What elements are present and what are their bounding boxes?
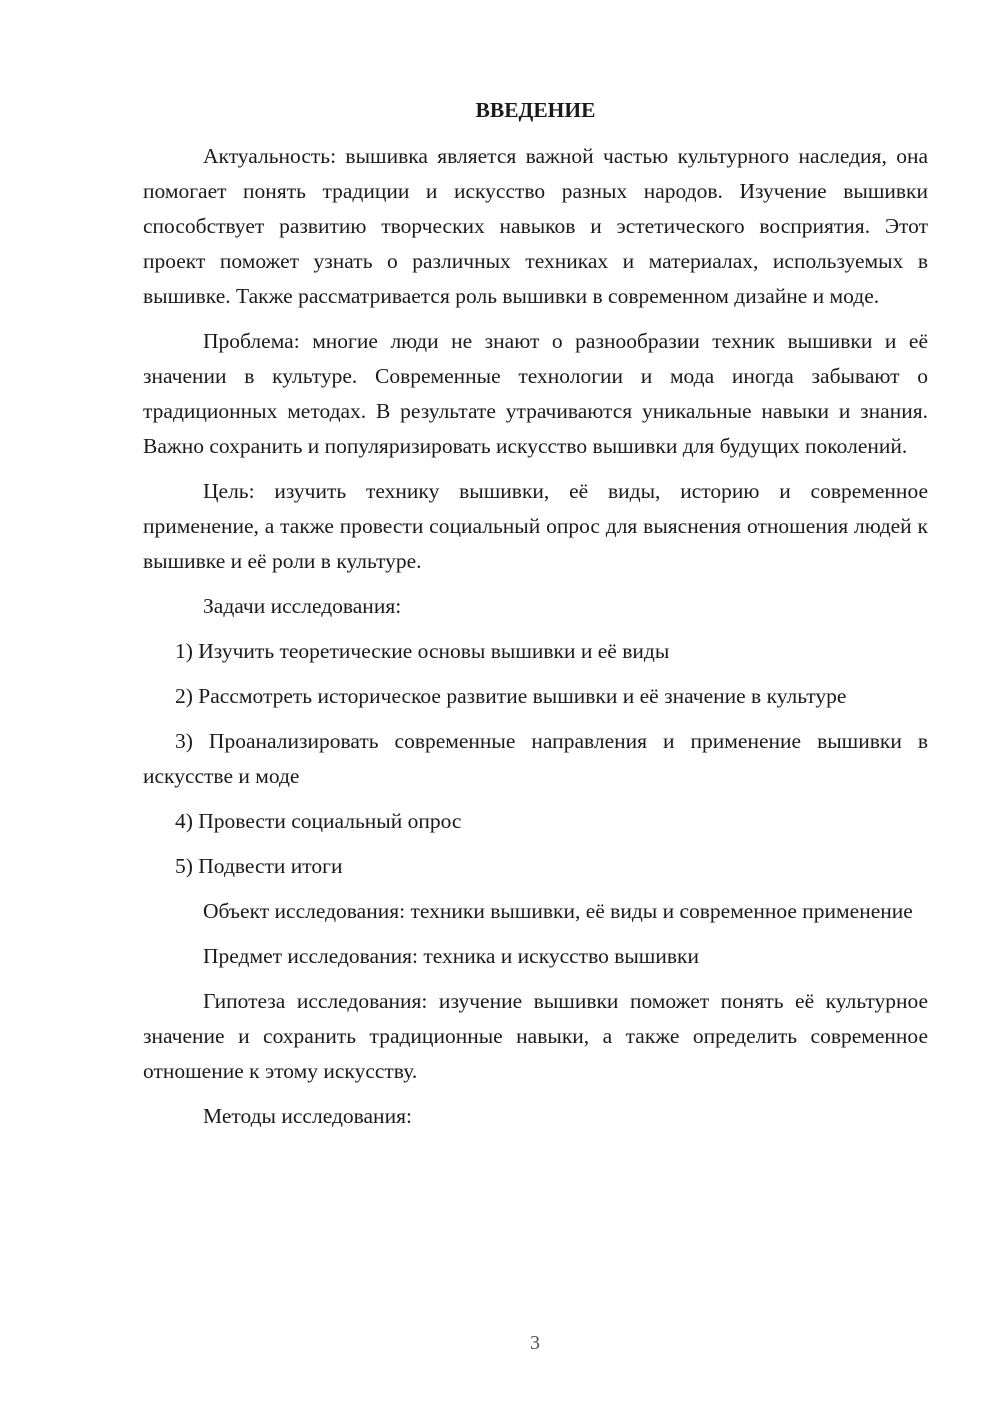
page-title: ВВЕДЕНИЕ [475,98,596,122]
paragraph-subject: Предмет исследования: техника и искусство вышивки [203,944,699,968]
task-item-3: 3) Проанализировать современные направления и применение вышивки в искусстве и моде [143,729,928,788]
paragraph-relevance: Актуальность: вышивка является важной частью культурного наследия, она помогает понять традиции и искусство разных народов. Изучение вышивки способствует развитию творческих навыков и эстетического восприятия. Этот проект поможет узнать о различных техниках и материалах, используемых в вышивке. Также рассматривается роль вышивки в современном дизайне и моде. [143,144,928,308]
methods-heading: Методы исследования: [203,1104,412,1128]
paragraph-object: Объект исследования: техники вышивки, её виды и современное применение [203,899,913,923]
task-item-5: 5) Подвести итоги [175,854,343,878]
task-item-2: 2) Рассмотреть историческое развитие вышивки и её значение в культуре [175,684,847,708]
task-item-4: 4) Провести социальный опрос [175,809,462,833]
paragraph-goal: Цель: изучить технику вышивки, её виды, историю и современное применение, а также провести социальный опрос для выяснения отношения людей к вышивке и её роли в культуре. [143,479,928,573]
task-item-1: 1) Изучить теоретические основы вышивки и её виды [175,639,670,663]
tasks-heading: Задачи исследования: [203,594,402,618]
page-content [143,92,928,1144]
paragraph-problem: Проблема: многие люди не знают о разнообразии техник вышивки и её значении в культуре. Современные технологии и мода иногда забывают о традиционных методах. В результате утрачиваются уникальные навыки и знания. Важно сохранить и популяризировать искусство вышивки для будущих поколений. [143,329,928,458]
page-number: 3 [530,1332,540,1354]
paragraph-hypothesis: Гипотеза исследования: изучение вышивки поможет понять её культурное значение и сохранить традиционные навыки, а также определить современное отношение к этому искусству. [143,989,928,1083]
